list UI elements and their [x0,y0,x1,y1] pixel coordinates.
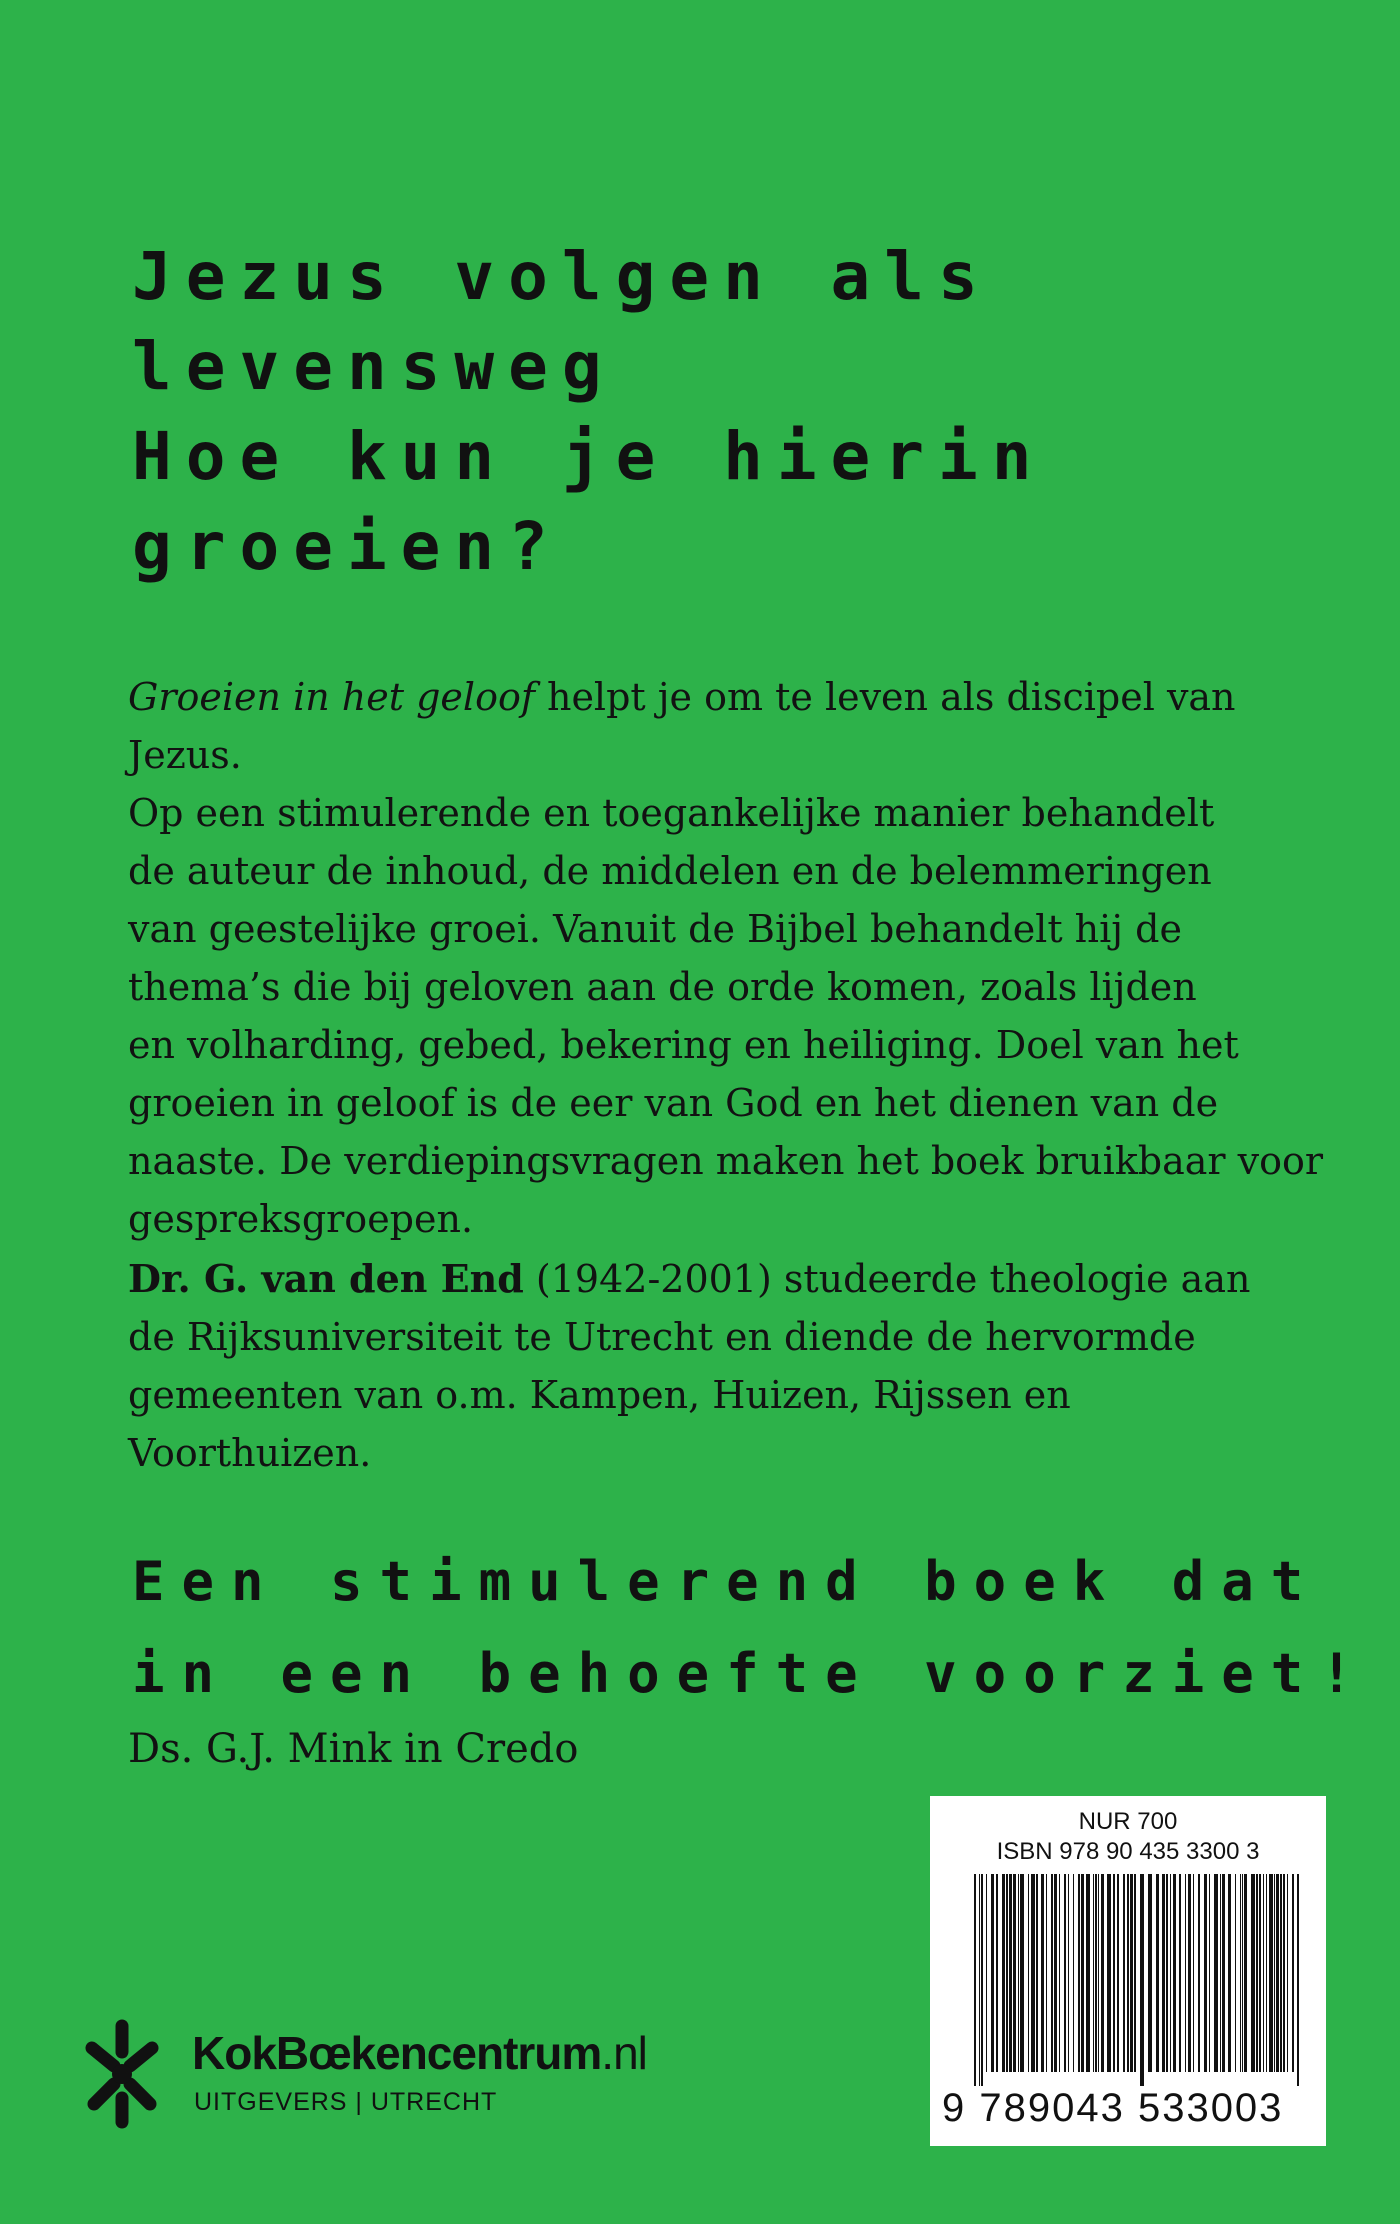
barcode-digits: 9 789043 533003 [942,2086,1284,2130]
author-name: Dr. G. van den End [128,1256,524,1301]
publisher-subtitle: UITGEVERS | UTRECHT [194,2088,498,2116]
author-bio-line-2: de Rijksuniversiteit te Utrecht en diende de hervormde [128,1315,1196,1359]
publisher-name-main: KokBœkencentrum [192,2027,602,2079]
isbn-label: ISBN 978 90 435 3300 3 [996,1838,1260,1865]
barcode-box [930,1796,1326,2146]
headline-line-2: levensweg [132,328,616,405]
description-line-8: naaste. De verdiepingsvragen maken het boek bruikbaar voor [128,1139,1324,1183]
quote-line-1: Een stimulerend boek dat [132,1550,1321,1613]
author-bio-line-4: Voorthuizen. [128,1431,372,1475]
description-line-6: en volharding, gebed, bekering en heiliging. Doel van het [128,1023,1239,1067]
headline-line-1: Jezus volgen als [132,238,992,315]
description-line-5: thema’s die bij geloven aan de orde komen, zoals lijden [128,965,1197,1009]
author-bio-line-1 [128,1250,1328,1308]
quote-line-2: in een behoefte voorziet! [132,1642,1370,1705]
publisher-tld: .nl [601,2027,647,2079]
description-line-4: van geestelijke groei. Vanuit de Bijbel behandelt hij de [128,907,1182,951]
book-title: Groeien in het geloof [128,675,535,719]
description [128,668,1328,1248]
description-line-1 [128,668,1328,784]
quote-source: Ds. G.J. Mink in Credo [128,1726,579,1772]
review-quote [132,1536,1370,1720]
barcode-icon [974,1874,1306,2086]
description-line-9: gespreksgroepen. [128,1197,474,1241]
publisher-name [192,2026,647,2080]
description-line-3: de auteur de inhoud, de middelen en de belemmeringen [128,849,1212,893]
description-line-2: Op een stimulerende en toegankelijke manier behandelt [128,791,1215,835]
headline-line-4: groeien? [132,508,562,585]
description-text-1: helpt je om te leven als discipel van Jezus. [128,675,1236,777]
description-line-7: groeien in geloof is de eer van God en het dienen van de [128,1081,1219,1125]
author-bio [128,1250,1328,1482]
headline [132,232,1332,592]
author-bio-text-1: (1942-2001) studeerde theologie aan [523,1257,1251,1301]
headline-line-3: Hoe kun je hierin [132,418,1046,495]
author-bio-line-3: gemeenten van o.m. Kampen, Huizen, Rijssen en [128,1373,1071,1417]
kokboekencentrum-logo-icon [72,2012,172,2136]
nur-code: NUR 700 [1078,1808,1178,1835]
